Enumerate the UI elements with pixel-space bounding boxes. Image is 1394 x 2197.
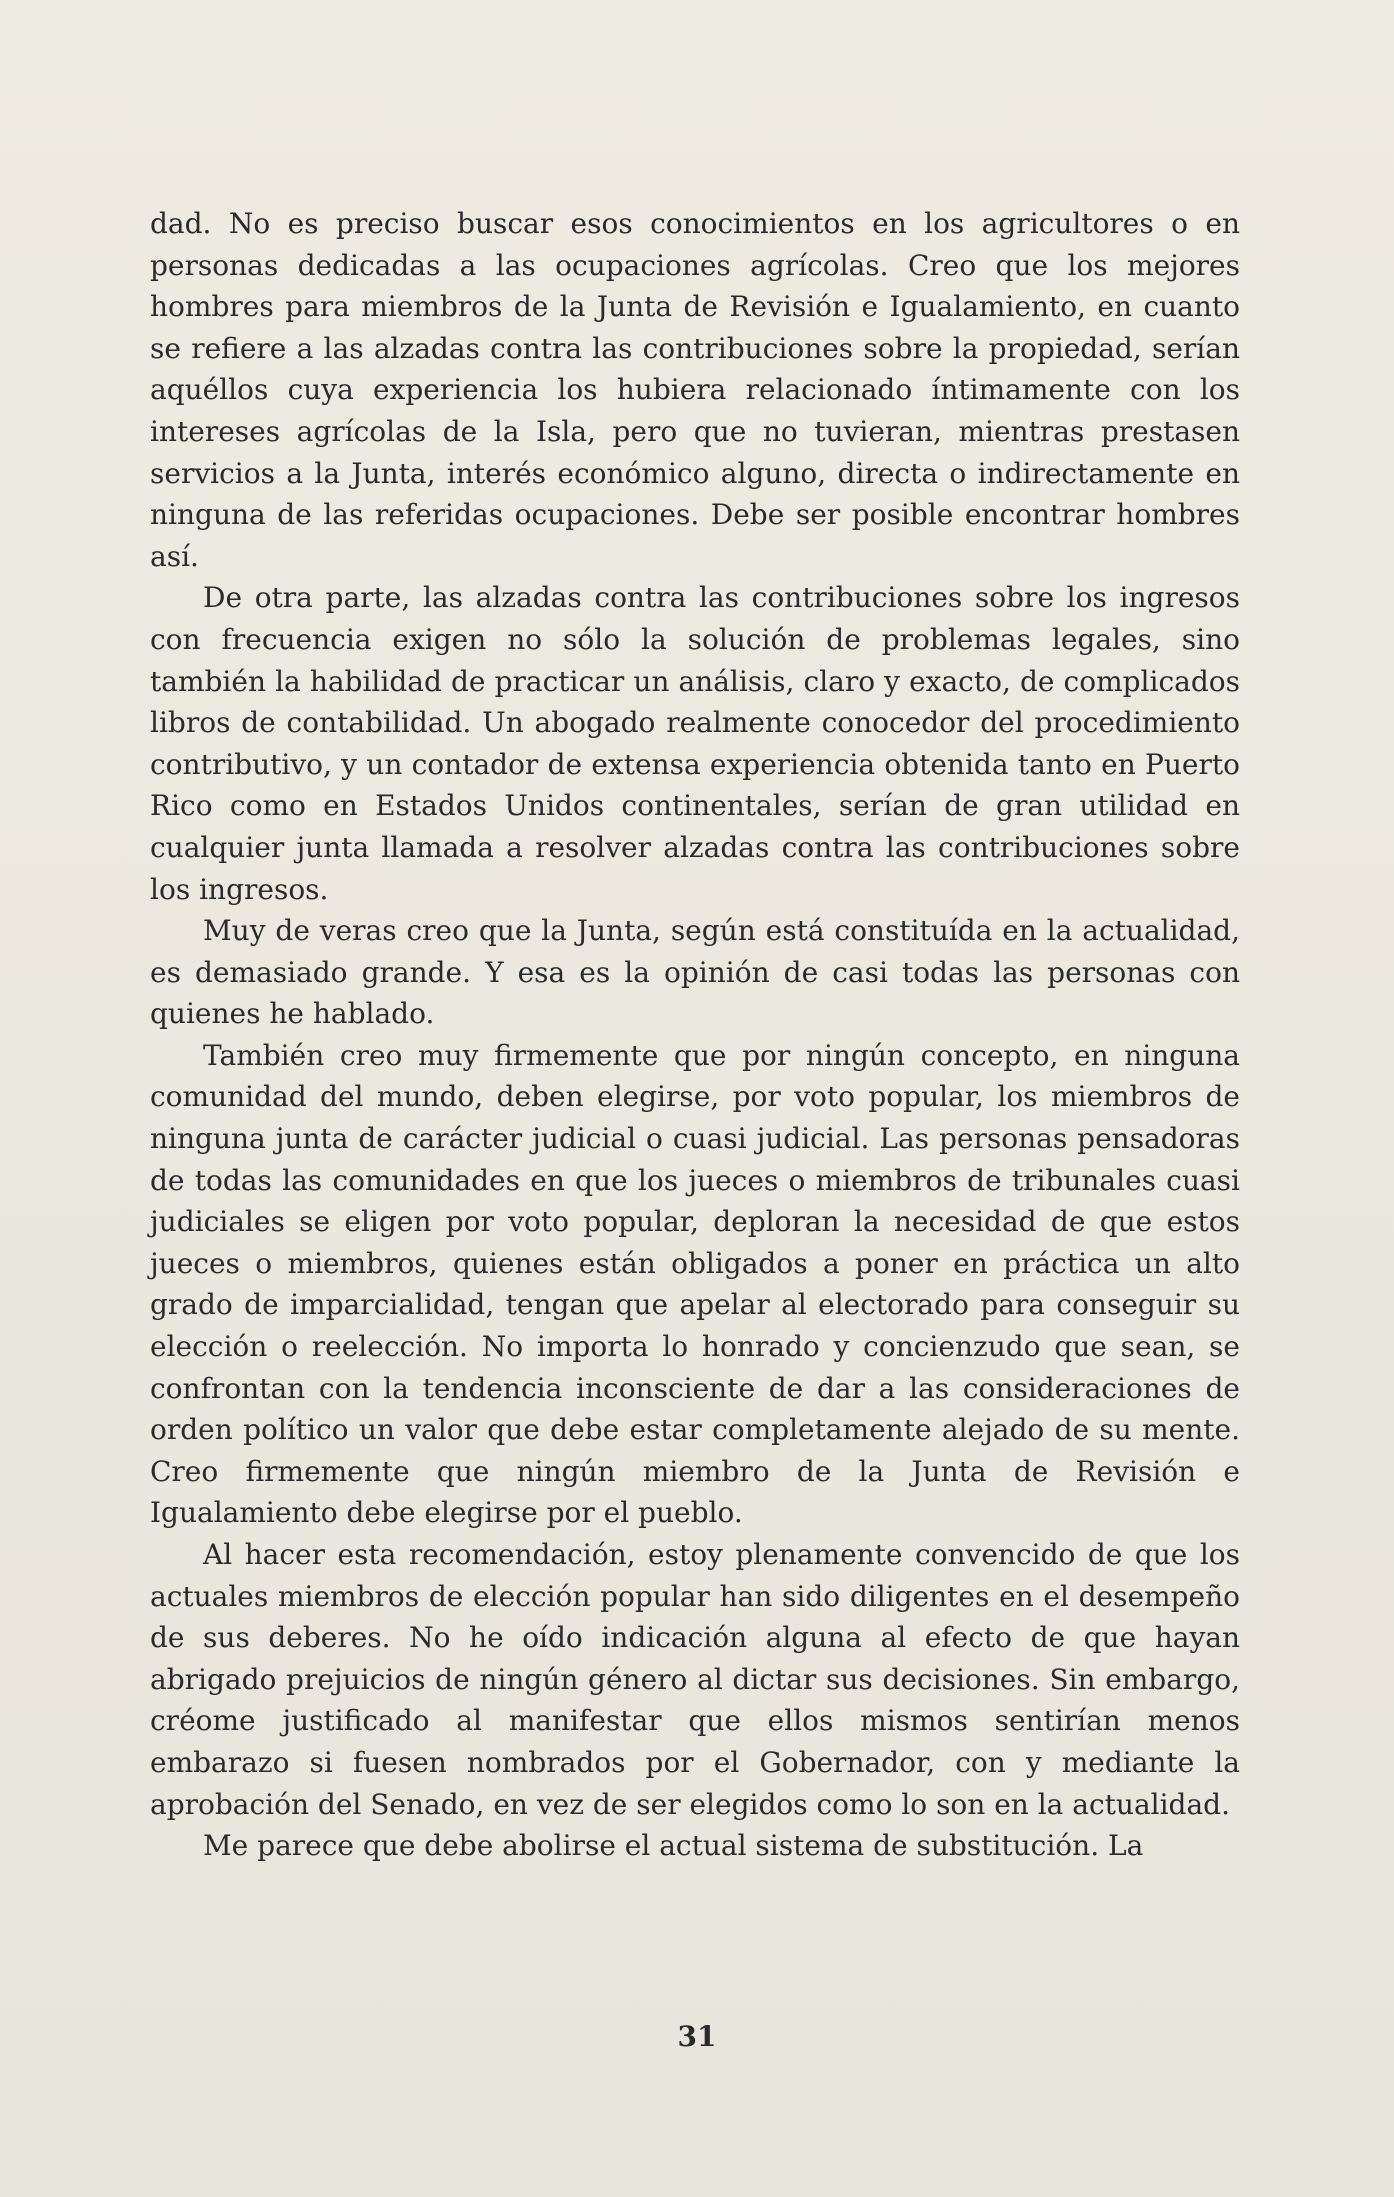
paragraph-5: Al hacer esta recomendación, estoy plenamente convencido de que los actuales miembros de elección popular han sido diligentes en el desempeño de sus deberes. No he oído indicación alguna al efecto de que hayan abrigado prejuicios de ningún género al dictar sus decisiones. Sin embargo, créome justificado al manifestar que ellos mismos sentirían menos embarazo si fuesen nombrados por el Gobernador, con y mediante la aprobación del Senado, en vez de ser elegidos como lo son en la actualidad. xyxy=(150,1538,1240,1821)
paragraph-4: También creo muy firmemente que por ningún concepto, en ninguna comunidad del mundo, deben elegirse, por voto popular, los miembros de ninguna junta de carácter judicial o cuasi judicial. Las personas pensadoras de todas las comunidades en que los jueces o miembros de tribunales cuasi judiciales se eligen por voto popular, deploran la necesidad de que estos jueces o miembros, quienes están obligados a poner en práctica un alto grado de imparcialidad, tengan que apelar al electorado para conseguir su elección o reelección. No importa lo honrado y concienzudo que sean, se confrontan con la tendencia inconsciente de dar a las consideraciones de orden político un valor que debe estar completamente alejado de su mente. Creo firmemente que ningún miembro de la Junta de Revisión e Igualamiento debe elegirse por el pueblo. xyxy=(150,1038,1240,1530)
paragraph-2: De otra parte, las alzadas contra las contribuciones sobre los ingresos con frecuencia exigen no sólo la solución de problemas legales, sino también la habilidad de practicar un análisis, claro y exacto, de complicados libros de contabilidad. Un abogado realmente conocedor del procedimiento contributivo, y un contador de extensa experiencia obtenida tanto en Puerto Rico como en Estados Unidos continentales, serían de gran utilidad en cualquier junta llamada a resolver alzadas contra las contribuciones sobre los ingresos. xyxy=(150,581,1240,906)
body-text xyxy=(150,203,1240,1867)
paragraph-6: Me parece que debe abolirse el actual sistema de substitución. La xyxy=(203,1829,1144,1863)
page-number: 31 xyxy=(677,2020,717,2053)
paragraph-3: Muy de veras creo que la Junta, según está constituída en la actualidad, es demasiado grande. Y esa es la opinión de casi todas las personas con quienes he hablado. xyxy=(150,914,1240,1031)
paragraph-1: dad. No es preciso buscar esos conocimientos en los agricultores o en personas dedicadas a las ocupaciones agrícolas. Creo que los mejores hombres para miembros de la Junta de Revisión e Igualamiento, en cuanto se refiere a las alzadas contra las contribuciones sobre la propiedad, serían aquéllos cuya experiencia los hubiera relacionado íntimamente con los intereses agrícolas de la Isla, pero que no tuvieran, mientras prestasen servicios a la Junta, interés económico alguno, directa o indirectamente en ninguna de las referidas ocupaciones. Debe ser posible encontrar hombres así. xyxy=(150,207,1240,573)
